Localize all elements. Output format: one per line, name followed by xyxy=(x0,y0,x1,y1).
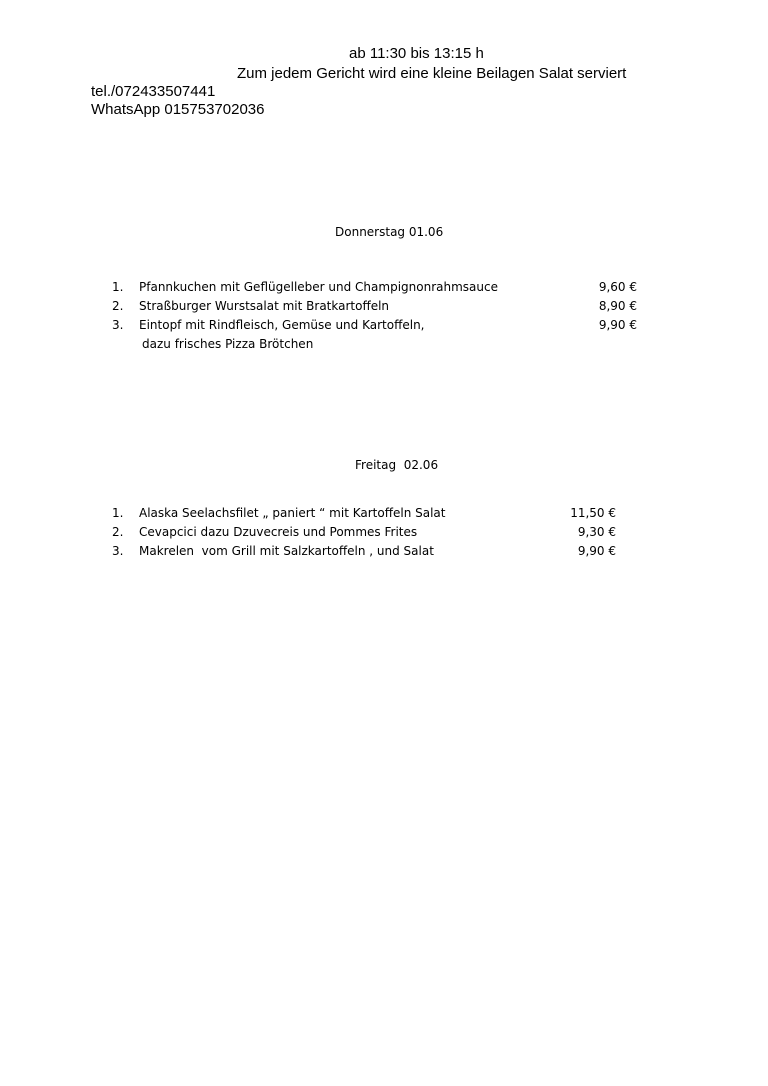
item-name: Eintopf mit Rindfleisch, Gemüse und Kartoffeln, xyxy=(139,318,425,332)
item-name: Pfannkuchen mit Geflügelleber und Champignonrahmsauce xyxy=(139,280,498,294)
item-number: 1. xyxy=(112,280,124,294)
item-number: 2. xyxy=(112,299,124,313)
menu-item xyxy=(0,318,768,351)
opening-hours: ab 11:30 bis 13:15 h xyxy=(349,45,484,62)
menu-list-thursday xyxy=(0,280,768,351)
item-price: 9,60 € xyxy=(598,280,637,294)
item-price: 11,50 € xyxy=(570,506,616,520)
menu-item xyxy=(0,506,768,525)
item-name: Makrelen vom Grill mit Salzkartoffeln , und Salat xyxy=(139,544,434,558)
menu-item xyxy=(0,299,768,318)
item-number: 3. xyxy=(112,318,124,332)
item-price: 9,30 € xyxy=(577,525,616,539)
item-price: 9,90 € xyxy=(577,544,616,558)
item-number: 3. xyxy=(112,544,124,558)
day-title-thursday: Donnerstag 01.06 xyxy=(335,225,444,239)
menu-item xyxy=(0,544,768,563)
item-number: 2. xyxy=(112,525,124,539)
side-salad-note: Zum jedem Gericht wird eine kleine Beilagen Salat serviert xyxy=(237,65,627,82)
item-name: Straßburger Wurstsalat mit Bratkartoffeln xyxy=(139,299,390,313)
item-price: 8,90 € xyxy=(598,299,637,313)
menu-item xyxy=(0,280,768,299)
item-name: Cevapcici dazu Dzuvecreis und Pommes Frites xyxy=(139,525,418,539)
whatsapp-number: WhatsApp 015753702036 xyxy=(91,101,265,118)
item-number: 1. xyxy=(112,506,124,520)
menu-list-friday xyxy=(0,506,768,563)
item-price: 9,90 € xyxy=(598,318,637,332)
item-name: Alaska Seelachsfilet „ paniert “ mit Kartoffeln Salat xyxy=(139,506,446,520)
day-title-friday: Freitag 02.06 xyxy=(355,458,439,472)
item-subtext: dazu frisches Pizza Brötchen xyxy=(142,337,314,351)
menu-item xyxy=(0,525,768,544)
phone-number: tel./072433507441 xyxy=(91,83,216,100)
